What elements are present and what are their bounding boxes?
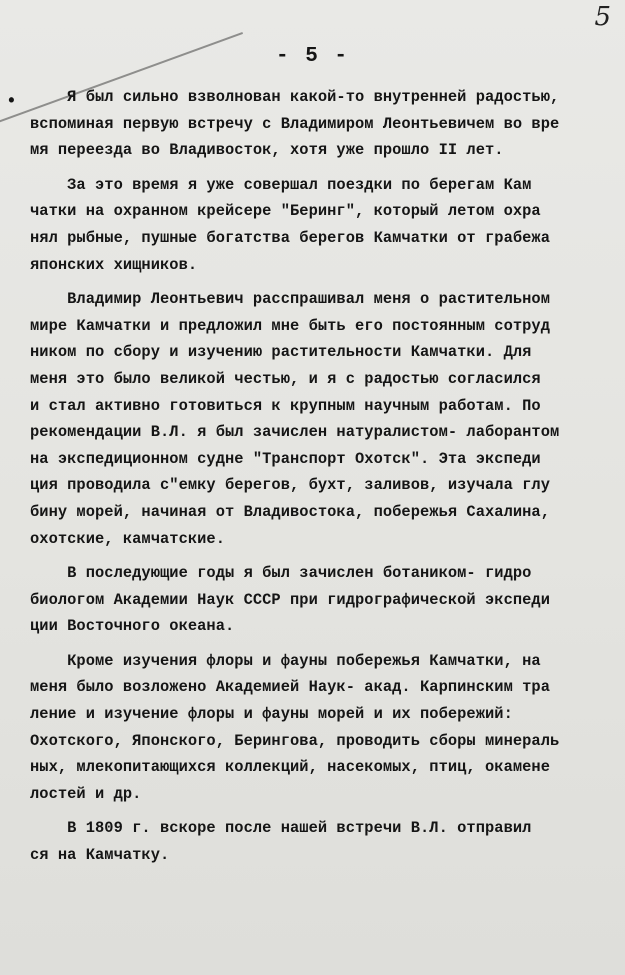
- text-line: на экспедиционном судне "Транспорт Охотск". Эта экспеди: [30, 449, 541, 468]
- text-line: За это время я уже совершал поездки по берегам Кам: [30, 175, 532, 194]
- text-line: мире Камчатки и предложил мне быть его постоянным сотруд: [30, 316, 551, 335]
- text-line: лостей и др.: [30, 784, 142, 803]
- text-line: биологом Академии Наук СССР при гидрографической экспеди: [30, 590, 551, 609]
- text-line: ником по сбору и изучению растительности Камчатки. Для: [30, 343, 532, 362]
- text-line: меня было возложено Академией Наук- акад. Карпинским тра: [30, 678, 551, 697]
- paragraph: [30, 815, 612, 868]
- text-line: В последующие годы я был зачислен ботаником- гидро: [30, 564, 532, 583]
- text-line: японских хищников.: [30, 255, 198, 274]
- text-line: В 1809 г. вскоре после нашей встречи В.Л. отправил: [30, 819, 532, 838]
- text-line: Владимир Леонтьевич расспрашивал меня о растительном: [30, 290, 551, 309]
- paragraph: [30, 648, 612, 808]
- text-line: мя переезда во Владивосток, хотя уже прошло II лет.: [30, 141, 504, 160]
- text-line: Я был сильно взволнован какой-то внутренней радостью,: [30, 88, 560, 106]
- text-line: вспоминая первую встречу с Владимиром Леонтьевичем во вре: [30, 114, 560, 133]
- text-line: чатки на охранном крейсере "Беринг", который летом охра: [30, 202, 541, 221]
- paragraph: [30, 560, 612, 640]
- paragraph: [30, 84, 612, 164]
- paragraph: [30, 172, 612, 278]
- text-line: ция проводила с"емку берегов, бухт, заливов, изучала глу: [30, 476, 551, 495]
- paragraph: [30, 286, 612, 552]
- text-line: и стал активно готовиться к крупным научным работам. По: [30, 396, 541, 415]
- text-line: ся на Камчатку.: [30, 846, 170, 865]
- text-line: меня это было великой честью, и я с радостью согласился: [30, 369, 541, 388]
- text-line: ление и изучение флоры и фауны морей и их побережий:: [30, 705, 513, 724]
- text-line: нял рыбные, пушные богатства берегов Камчатки от грабежа: [30, 228, 551, 247]
- text-line: охотские, камчатские.: [30, 529, 226, 548]
- text-line: рекомендации В.Л. я был зачислен натуралистом- лаборантом: [30, 423, 560, 442]
- text-line: ции Восточного океана.: [30, 617, 235, 636]
- typed-text-body: [30, 84, 612, 869]
- text-line: ных, млекопитающихся коллекций, насекомых, птиц, окамене: [30, 758, 551, 777]
- margin-dot: •: [6, 92, 17, 112]
- handwritten-page-number: 5: [594, 2, 611, 32]
- text-line: Охотского, Японского, Берингова, проводить сборы минераль: [30, 731, 560, 750]
- text-line: Кроме изучения флоры и фауны побережья Камчатки, на: [30, 651, 541, 670]
- page-number: - 5 -: [275, 45, 349, 68]
- text-line: бину морей, начиная от Владивостока, побережья Сахалина,: [30, 502, 551, 521]
